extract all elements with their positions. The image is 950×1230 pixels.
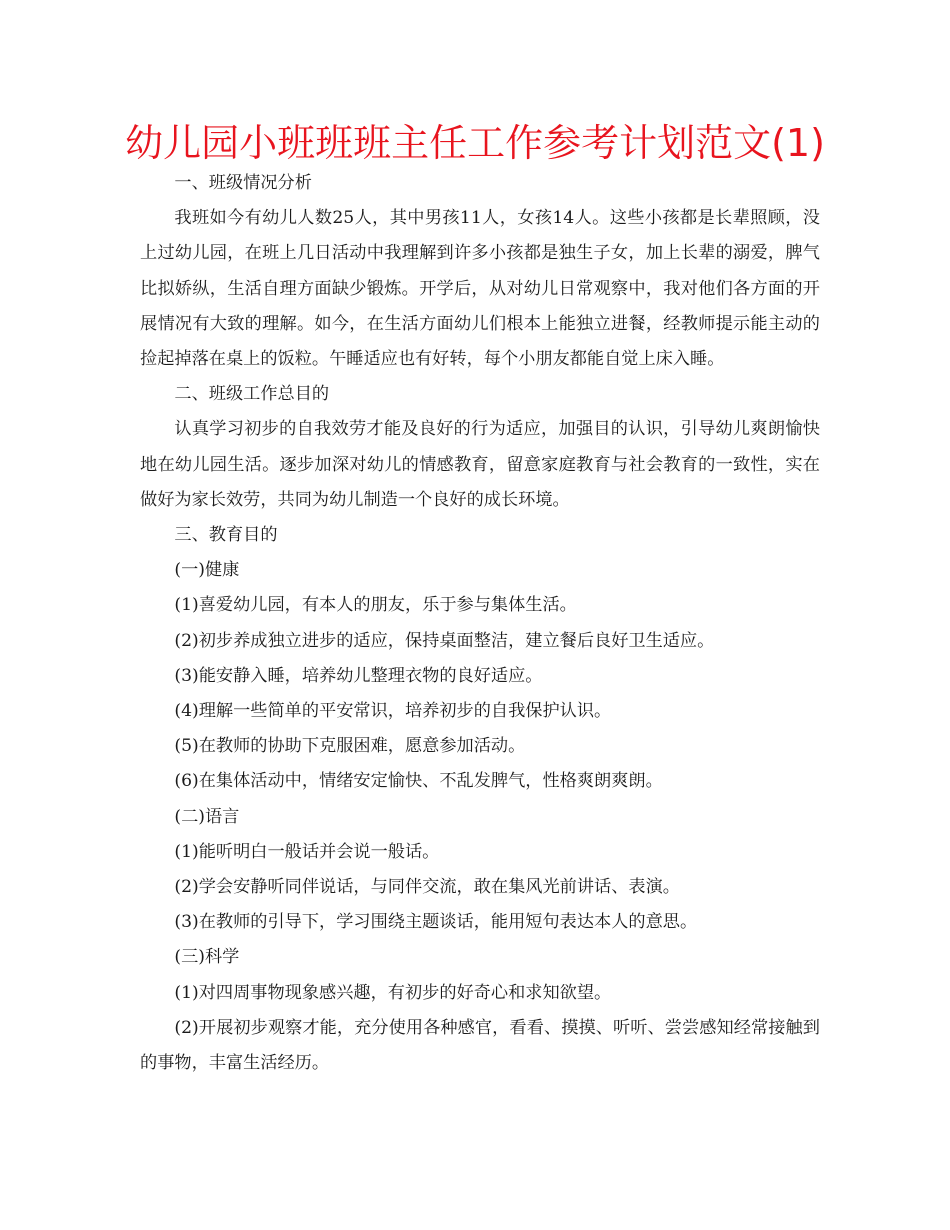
subheading-science: (三)科学 [174,947,240,968]
section-heading-class-situation: 一、班级情况分析 [174,173,312,193]
list-item: (6)在集体活动中，情绪安定愉快、不乱发脾气，性格爽朗爽朗。 [174,771,663,792]
paragraph-overall-goal: 认真学习初步的自我效劳才能及良好的行为适应，加强目的认识，引导幼儿爽朗愉快地在幼儿园生活。逐步加深对幼儿的情感教育，留意家庭教育与社会教育的一致性，实在做好为家长效劳，共同为幼儿制造一个良好的成长环境。 [140,419,820,510]
list-item: (1)喜爱幼儿园，有本人的朋友，乐于参与集体生活。 [174,595,577,616]
subheading-language: (二)语言 [174,806,240,827]
list-item: (3)在教师的引导下，学习围绕主题谈话，能用短句表达本人的意思。 [174,912,698,933]
list-item: (3)能安静入睡，培养幼儿整理衣物的良好适应。 [174,665,543,686]
list-item: (4)理解一些简单的平安常识，培养初步的自我保护认识。 [174,701,612,722]
list-item: (2)学会安静听同伴说话，与同伴交流，敢在集风光前讲话、表演。 [174,877,680,898]
section-heading-overall-goal: 二、班级工作总目的 [174,384,330,405]
subheading-health: (一)健康 [174,560,240,581]
list-item: (1)能听明白一般话并会说一般话。 [174,841,440,862]
list-item: (1)对四周事物现象感兴趣，有初步的好奇心和求知欲望。 [174,982,612,1003]
section-heading-education-goals: 三、教育目的 [174,525,278,546]
paragraph-class-situation: 我班如今有幼儿人数25人，其中男孩11人，女孩14人。这些小孩都是长辈照顾，没上过幼儿园，在班上几日活动中我理解到许多小孩都是独生子女，加上长辈的溺爱，脾气比拟娇纵，生活自理方面缺少锻炼。开学后，从对幼儿日常观察中，我对他们各方面的开展情况有大致的理解。如今，在生活方面幼儿们根本上能独立进餐，经教师提示能主动的捡起掉落在桌上的饭粒。午睡适应也有好转，每个小朋友都能自觉上床入睡。 [140,208,820,370]
list-item: (2)初步养成独立进步的适应，保持桌面整洁，建立餐后良好卫生适应。 [174,630,715,651]
list-item: (5)在教师的协助下克服困难，愿意参加活动。 [174,736,526,757]
document-body [140,166,820,1081]
list-item: (2)开展初步观察才能，充分使用各种感官，看看、摸摸、听听、尝尝感知经常接触到的事物，丰富生活经历。 [140,1017,820,1074]
document-title: 幼儿园小班班班主任工作参考计划范文(1) [125,121,825,165]
